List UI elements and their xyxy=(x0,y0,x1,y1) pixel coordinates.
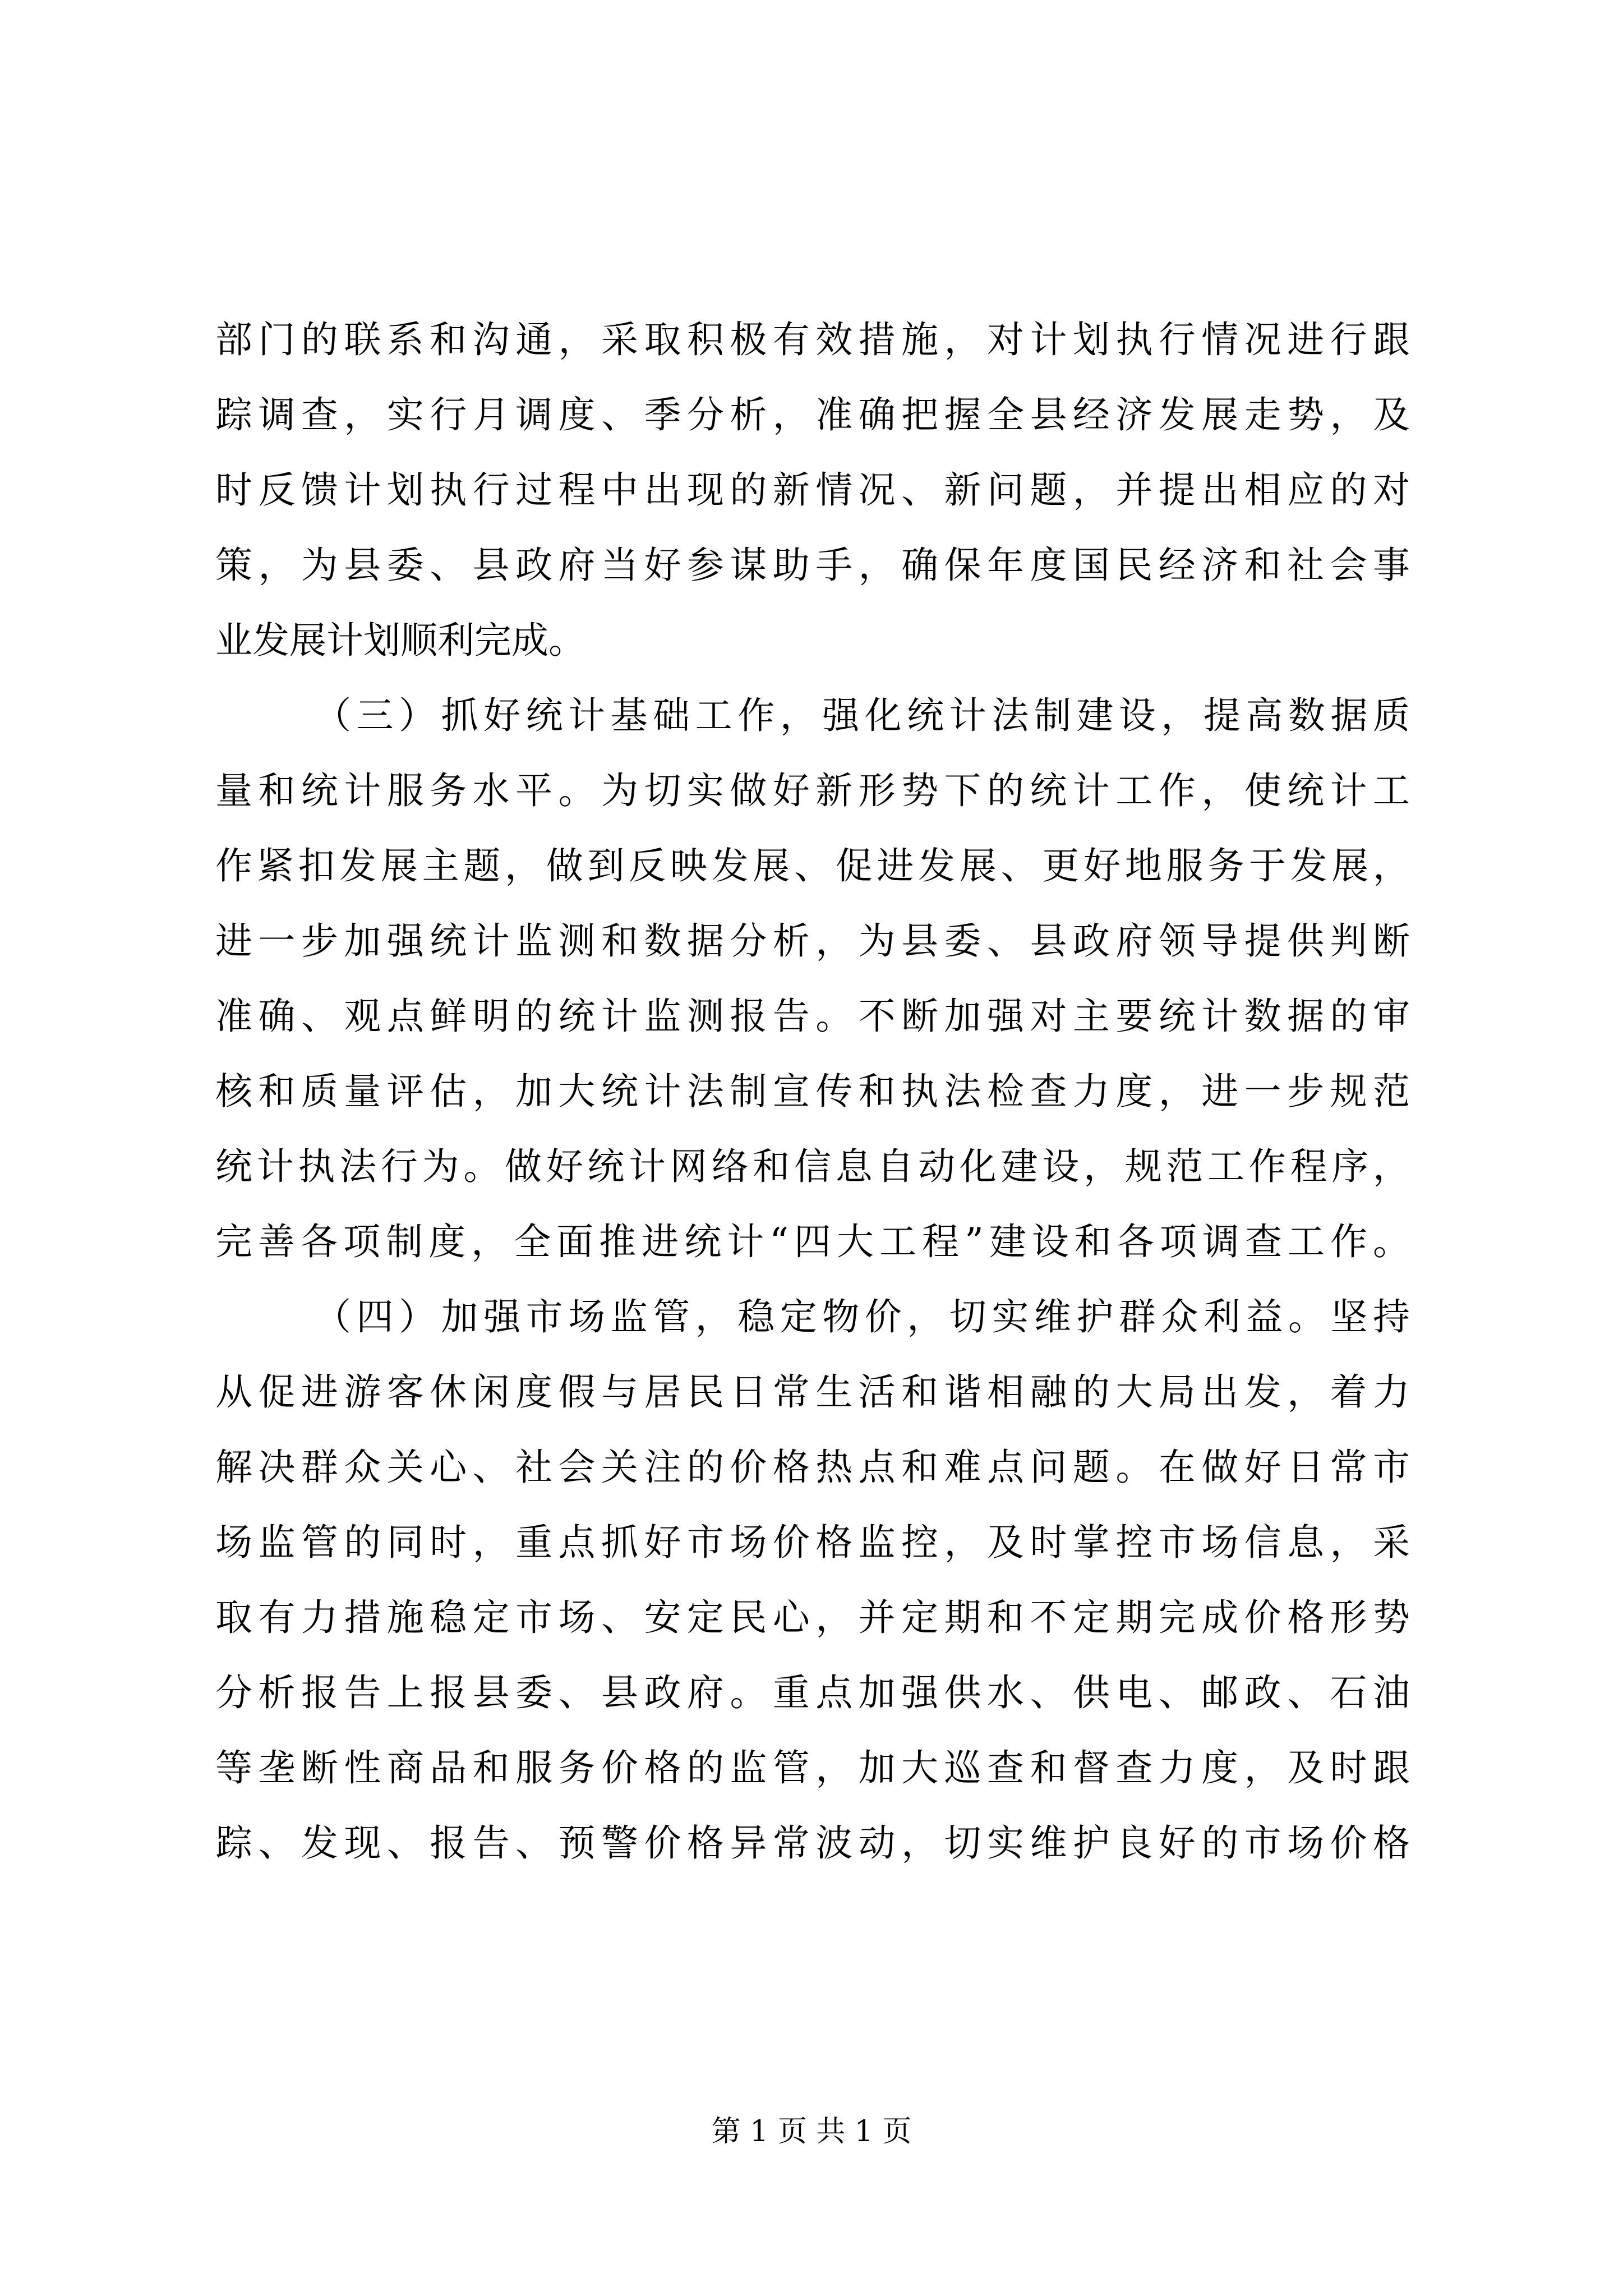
section-heading-line: （三）抓好统计基础工作，强化统计法制建设，提高数据质 xyxy=(314,694,1410,737)
body-text-line: 取有力措施稳定市场、安定民心，并定期和不定期完成价格形势 xyxy=(215,1596,1410,1639)
body-text-line: 量和统计服务水平。为切实做好新形势下的统计工作，使统计工 xyxy=(215,769,1410,812)
body-text-line: 统计执法行为。做好统计网络和信息自动化建设，规范工作程序， xyxy=(215,1145,1410,1188)
page-footer: 第 1 页 共 1 页 xyxy=(711,2115,912,2148)
body-text-line: 分析报告上报县委、县政府。重点加强供水、供电、邮政、石油 xyxy=(215,1671,1410,1714)
body-text-line: 踪、发现、报告、预警价格异常波动，切实维护良好的市场价格 xyxy=(215,1821,1410,1865)
body-text-line: 从促进游客休闲度假与居民日常生活和谐相融的大局出发，着力 xyxy=(215,1370,1410,1414)
body-text-line: 场监管的同时，重点抓好市场价格监控，及时掌控市场信息，采 xyxy=(215,1521,1410,1564)
body-text-line: 核和质量评估，加大统计法制宣传和执法检查力度，进一步规范 xyxy=(215,1070,1410,1113)
body-text-line: 策，为县委、县政府当好参谋助手，确保年度国民经济和社会事 xyxy=(215,544,1410,587)
body-text-line: 进一步加强统计监测和数据分析，为县委、县政府领导提供判断 xyxy=(215,919,1410,963)
body-text-line: 作紧扣发展主题，做到反映发展、促进发展、更好地服务于发展， xyxy=(215,844,1410,887)
body-text-line: 业发展计划顺利完成。 xyxy=(215,619,585,662)
body-text-line: 解决群众关心、社会关注的价格热点和难点问题。在做好日常市 xyxy=(215,1446,1410,1489)
body-text-line: 时反馈计划执行过程中出现的新情况、新问题，并提出相应的对 xyxy=(215,468,1410,512)
body-text-line: 准确、观点鲜明的统计监测报告。不断加强对主要统计数据的审 xyxy=(215,995,1410,1038)
body-text-line: 踪调查，实行月调度、季分析，准确把握全县经济发展走势，及 xyxy=(215,393,1410,436)
section-heading-line: （四）加强市场监管，稳定物价，切实维护群众利益。坚持 xyxy=(314,1295,1410,1338)
body-text-line: 等垄断性商品和服务价格的监管，加大巡查和督查力度，及时跟 xyxy=(215,1746,1410,1789)
body-text-line: 部门的联系和沟通，采取积极有效措施，对计划执行情况进行跟 xyxy=(215,318,1410,361)
body-text-line: 完善各项制度，全面推进统计“四大工程”建设和各项调查工作。 xyxy=(215,1220,1410,1263)
